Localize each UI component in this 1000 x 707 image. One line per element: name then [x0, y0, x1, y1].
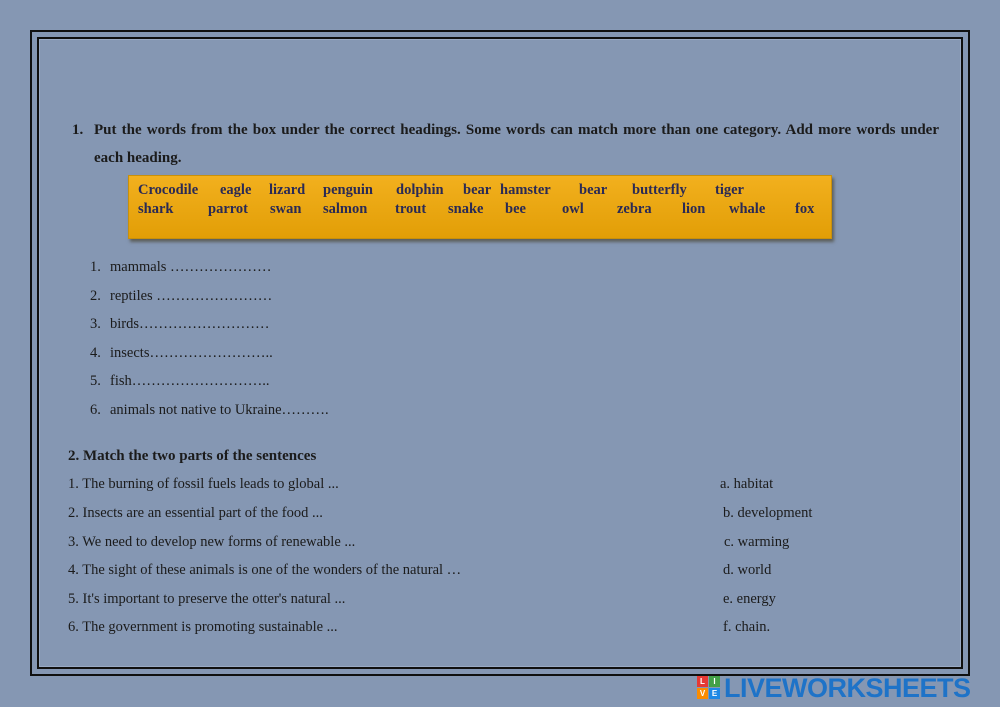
category-label: birds……………………… [110, 316, 270, 332]
exercise-2-title: 2. Match the two parts of the sentences [68, 448, 317, 464]
match-option: b. development [723, 505, 813, 521]
sentence-start: 2. Insects are an essential part of the food ... [68, 505, 323, 521]
category-item [90, 316, 270, 333]
word-box-item: bear [463, 182, 492, 198]
category-number: 2. [90, 288, 101, 304]
category-item [90, 345, 273, 362]
category-label: reptiles …………………… [110, 288, 273, 304]
word-box-item: tiger [715, 182, 744, 198]
word-box-item: butterfly [632, 182, 687, 198]
word-box-item: bee [505, 201, 526, 217]
category-item [90, 259, 272, 276]
match-option: c. warming [724, 534, 790, 550]
category-label: animals not native to Ukraine………. [110, 402, 329, 418]
liveworksheets-logo[interactable] [697, 672, 997, 704]
exercise-1-number: 1. [72, 122, 84, 138]
category-item [90, 288, 272, 305]
word-box-item: parrot [208, 201, 249, 217]
category-label: insects…………………….. [110, 345, 273, 361]
word-box-item: lion [682, 201, 706, 217]
sentence-start: 3. We need to develop new forms of renewable ... [68, 534, 356, 550]
word-box-item: zebra [617, 201, 652, 217]
category-number: 3. [90, 316, 101, 332]
logo-letter-i: I [709, 676, 720, 687]
logo-text: LIVEWORKSHEETS [724, 673, 971, 703]
match-option: f. chain. [723, 619, 771, 635]
match-option: d. world [723, 562, 772, 578]
logo-letter-l: L [697, 676, 708, 687]
category-number: 5. [90, 373, 101, 389]
word-box [128, 175, 832, 239]
category-number: 4. [90, 345, 101, 361]
word-box-item: shark [138, 201, 174, 217]
exercise-1-text: Put the words from the box under the correct headings. Some words can match more than one category. Add more words under each heading. [94, 122, 939, 166]
word-box-item: dolphin [396, 182, 444, 198]
word-box-item: bear [579, 182, 608, 198]
word-box-item: owl [562, 201, 584, 217]
word-box-item: swan [270, 201, 302, 217]
word-box-item: eagle [220, 182, 252, 198]
category-number: 1. [90, 259, 101, 275]
word-box-item: Crocodile [138, 182, 199, 198]
word-box-item: salmon [323, 201, 368, 217]
category-label: fish……………………….. [110, 373, 270, 389]
sentence-start: 5. It's important to preserve the otter's natural ... [68, 591, 346, 607]
logo-letter-v: V [697, 688, 708, 699]
word-box-item: trout [395, 201, 427, 217]
word-box-item: penguin [323, 182, 373, 198]
category-item [90, 373, 270, 390]
sentence-start: 6. The government is promoting sustainable ... [68, 619, 338, 635]
category-number: 6. [90, 402, 101, 418]
match-option: e. energy [723, 591, 776, 607]
match-option: a. habitat [720, 476, 774, 492]
category-label: mammals ………………… [110, 259, 272, 275]
logo-letter-e: E [709, 688, 720, 699]
word-box-item: snake [448, 201, 484, 217]
word-box-item: lizard [269, 182, 306, 198]
category-item [90, 402, 329, 419]
sentence-start: 1. The burning of fossil fuels leads to global ... [68, 476, 339, 492]
word-box-item: fox [795, 201, 815, 217]
word-box-item: hamster [500, 182, 551, 198]
word-box-item: whale [729, 201, 766, 217]
liveworksheets-icon [697, 676, 721, 700]
sentence-start: 4. The sight of these animals is one of the wonders of the natural … [68, 562, 462, 578]
